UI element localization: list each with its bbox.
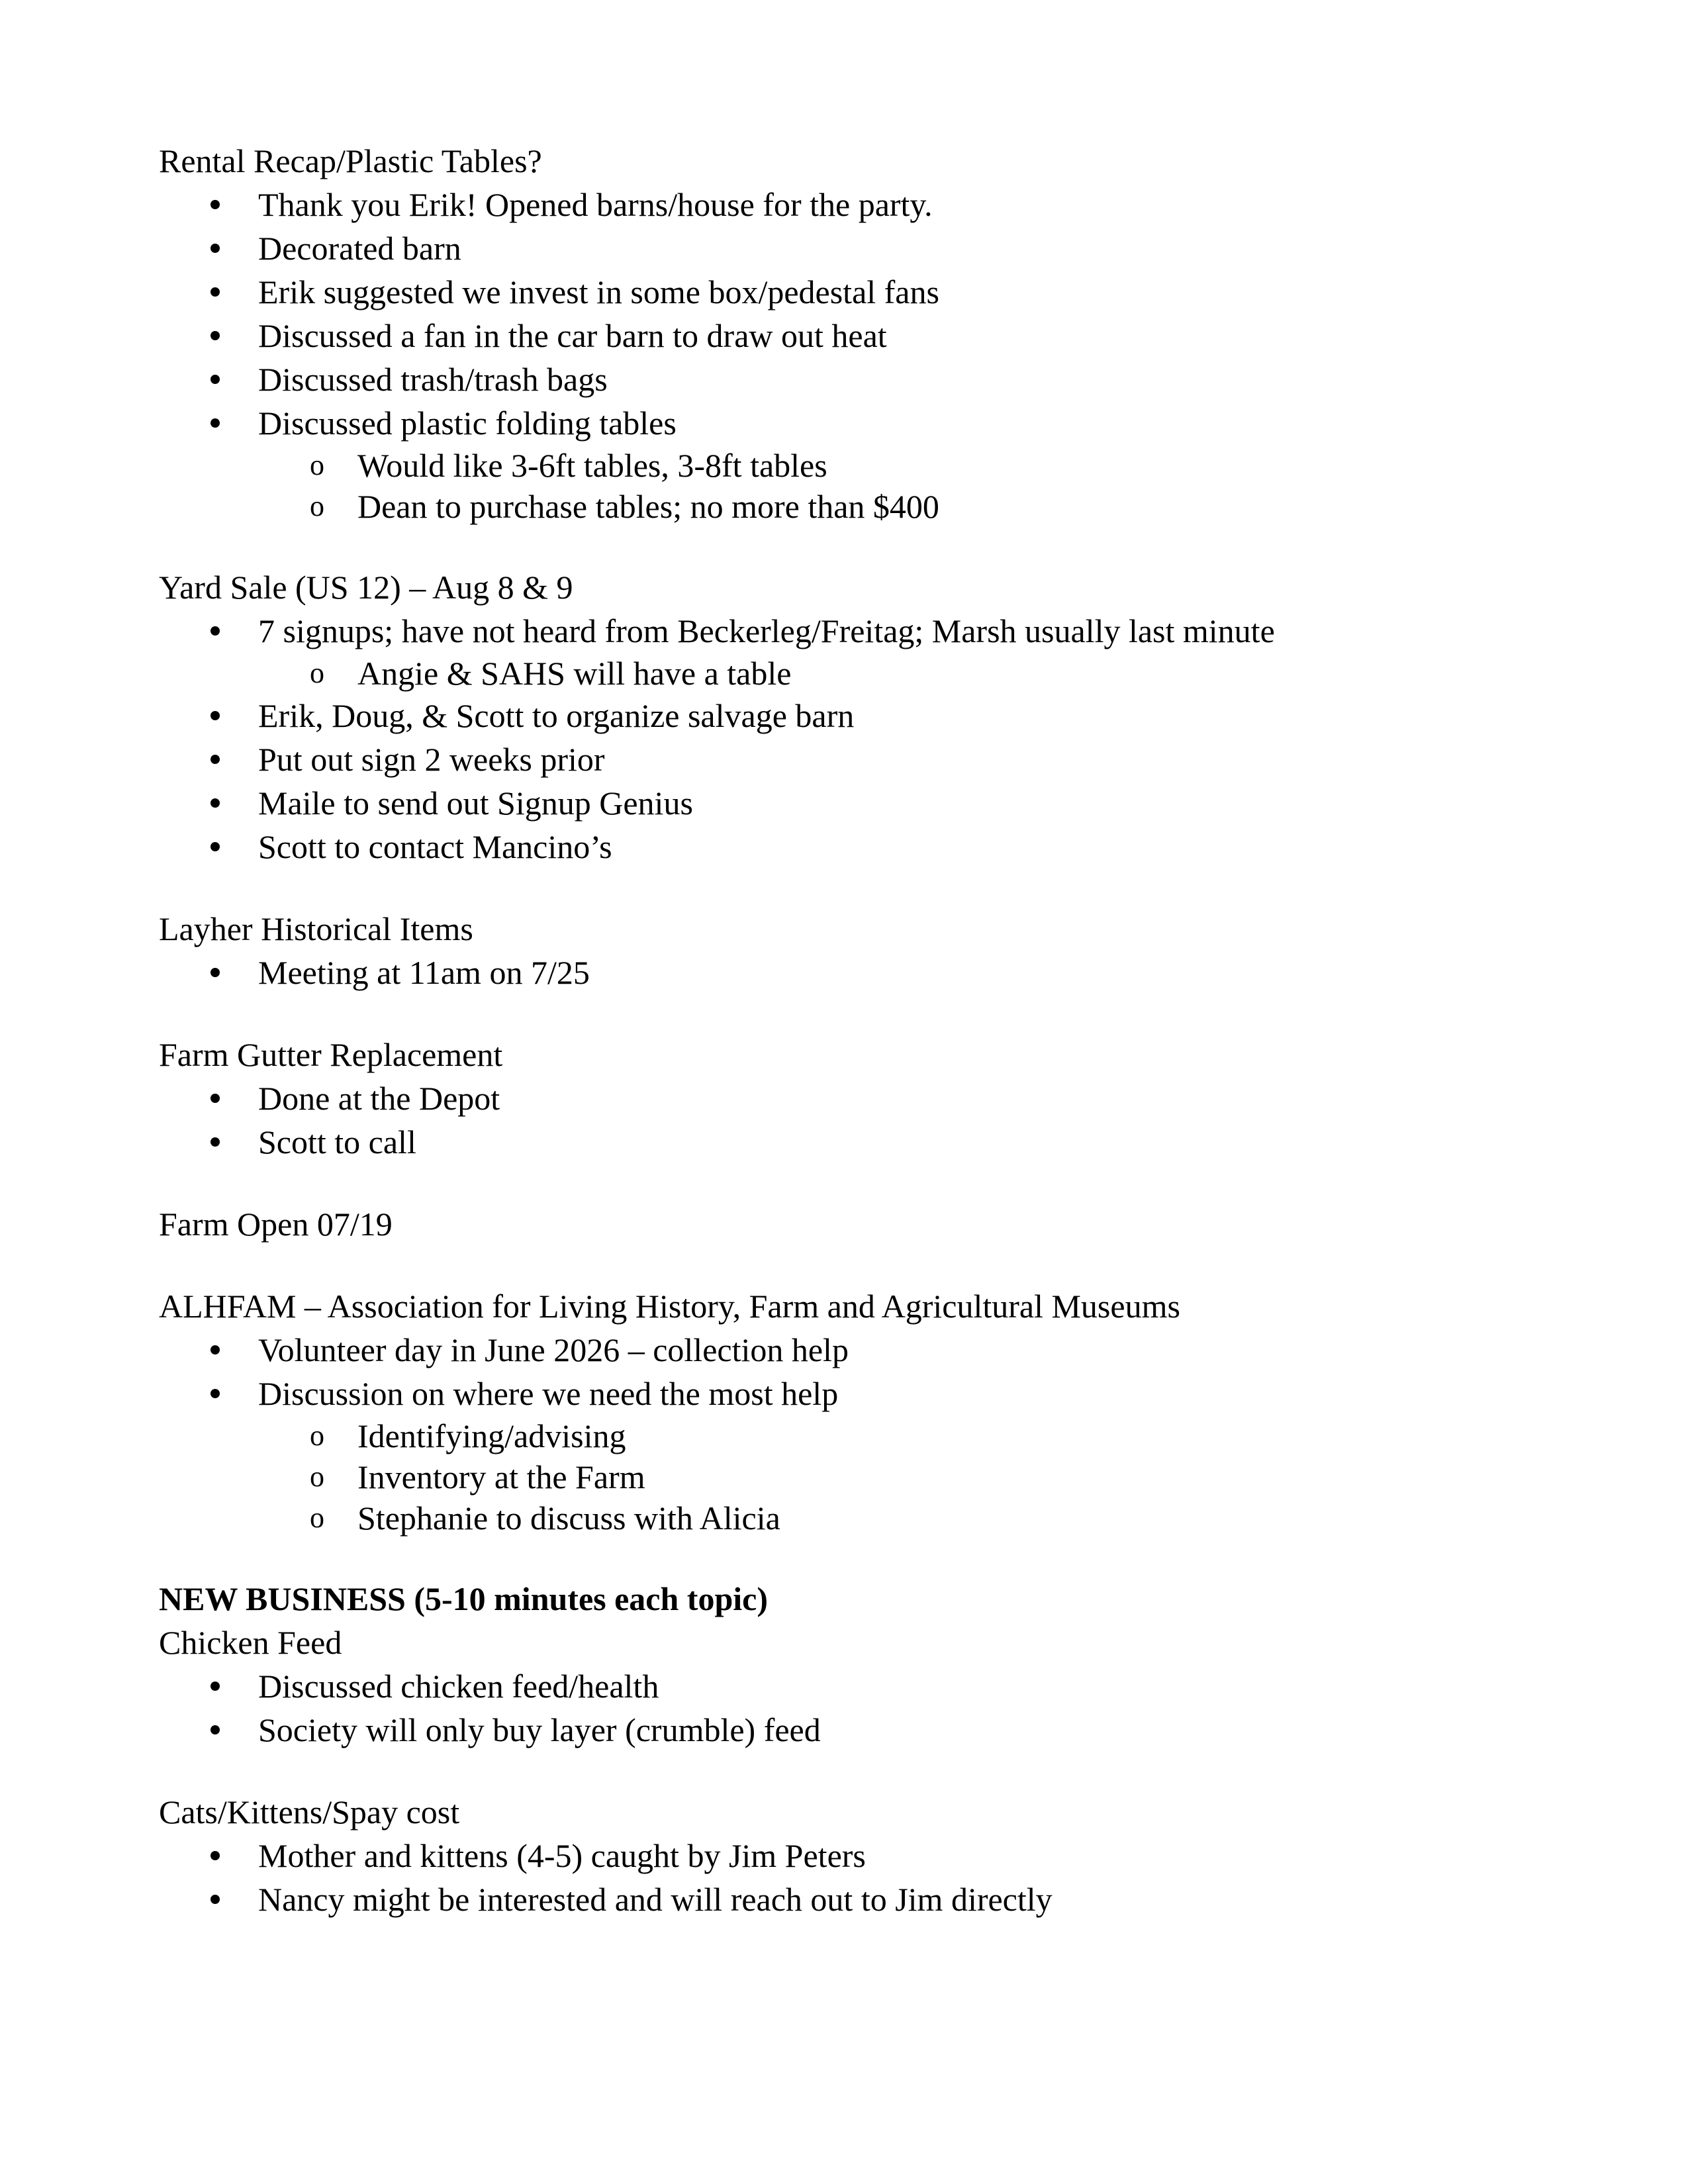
sub-list-item: o Angie & SAHS will have a table (159, 653, 1549, 694)
bullet-icon (211, 200, 220, 209)
bullet-icon (211, 1895, 220, 1904)
bullet-icon (211, 1094, 220, 1103)
section-title: ALHFAM – Association for Living History, Farm and Agricultural Museums (159, 1288, 1180, 1325)
list-item: Discussion on where we need the most help o Identifying/advising o Inventory at the Farm o Stephanie to discuss with Alicia (159, 1372, 1549, 1539)
sub-list-item: o Stephanie to discuss with Alicia (159, 1497, 1549, 1539)
bullet-icon (211, 331, 220, 340)
bullet-icon (211, 1345, 220, 1354)
bullet-icon (211, 1851, 220, 1860)
sub-list-item: o Inventory at the Farm (159, 1456, 1549, 1497)
new-business-heading: NEW BUSINESS (5-10 minutes each topic) (159, 1580, 768, 1617)
circle-bullet-icon: o (310, 1460, 324, 1493)
list-item: Thank you Erik! Opened barns/house for the party. (159, 183, 1549, 226)
list-item: Erik, Doug, & Scott to organize salvage barn (159, 694, 1549, 737)
bullet-icon (211, 244, 220, 253)
list-item: Done at the Depot (159, 1076, 1549, 1120)
section-yard-sale (159, 565, 1549, 869)
bullet-icon (211, 1682, 220, 1691)
list-item: Discussed chicken feed/health (159, 1664, 1549, 1708)
section-rental-recap (159, 139, 1549, 527)
meeting-notes (159, 139, 1549, 1921)
bullet-icon (211, 375, 220, 384)
section-title: Cats/Kittens/Spay cost (159, 1793, 460, 1830)
list-item: 7 signups; have not heard from Beckerleg/Freitag; Marsh usually last minute o Angie & SAHS will have a table (159, 609, 1549, 694)
list-item: Volunteer day in June 2026 – collection help (159, 1328, 1549, 1372)
list-item: Maile to send out Signup Genius (159, 781, 1549, 825)
circle-bullet-icon: o (310, 1419, 324, 1452)
section-alhfam (159, 1284, 1549, 1539)
list-item: Scott to call (159, 1120, 1549, 1164)
list-item: Society will only buy layer (crumble) feed (159, 1708, 1549, 1752)
section-title: Rental Recap/Plastic Tables? (159, 142, 542, 179)
list-item: Decorated barn (159, 226, 1549, 270)
circle-bullet-icon: o (310, 449, 324, 481)
circle-bullet-icon: o (310, 490, 324, 522)
bullet-icon (211, 755, 220, 764)
section-title: Farm Open 07/19 (159, 1206, 393, 1243)
bullet-icon (211, 1725, 220, 1734)
bullet-icon (211, 1389, 220, 1398)
sub-list-item: o Would like 3-6ft tables, 3-8ft tables (159, 445, 1549, 486)
bullet-icon (211, 418, 220, 428)
section-title: Farm Gutter Replacement (159, 1036, 503, 1073)
bullet-icon (211, 1137, 220, 1147)
circle-bullet-icon: o (310, 1501, 324, 1534)
list-item: Scott to contact Mancino’s (159, 825, 1549, 869)
section-title: Yard Sale (US 12) – Aug 8 & 9 (159, 569, 573, 606)
list-item: Mother and kittens (4-5) caught by Jim Peters (159, 1834, 1549, 1877)
bullet-icon (211, 798, 220, 808)
section-title: Layher Historical Items (159, 910, 473, 947)
list-item: Put out sign 2 weeks prior (159, 737, 1549, 781)
section-farm-open (159, 1202, 1549, 1246)
list-item: Discussed a fan in the car barn to draw out heat (159, 314, 1549, 357)
bullet-icon (211, 968, 220, 977)
list-item: Discussed plastic folding tables o Would like 3-6ft tables, 3-8ft tables o Dean to purchase tables; no more than $400 (159, 401, 1549, 527)
section-cats-kittens (159, 1790, 1549, 1921)
bullet-icon (211, 711, 220, 720)
section-layher-items (159, 907, 1549, 994)
bullet-icon (211, 626, 220, 636)
sub-list-item: o Identifying/advising (159, 1415, 1549, 1456)
section-chicken-feed (159, 1577, 1549, 1752)
section-title: Chicken Feed (159, 1624, 342, 1661)
bullet-icon (211, 842, 220, 851)
list-item: Erik suggested we invest in some box/pedestal fans (159, 270, 1549, 314)
circle-bullet-icon: o (310, 657, 324, 689)
list-item: Nancy might be interested and will reach out to Jim directly (159, 1877, 1549, 1921)
section-farm-gutter (159, 1033, 1549, 1164)
bullet-icon (211, 287, 220, 297)
sub-list-item: o Dean to purchase tables; no more than $400 (159, 486, 1549, 527)
list-item: Discussed trash/trash bags (159, 357, 1549, 401)
list-item: Meeting at 11am on 7/25 (159, 951, 1549, 994)
